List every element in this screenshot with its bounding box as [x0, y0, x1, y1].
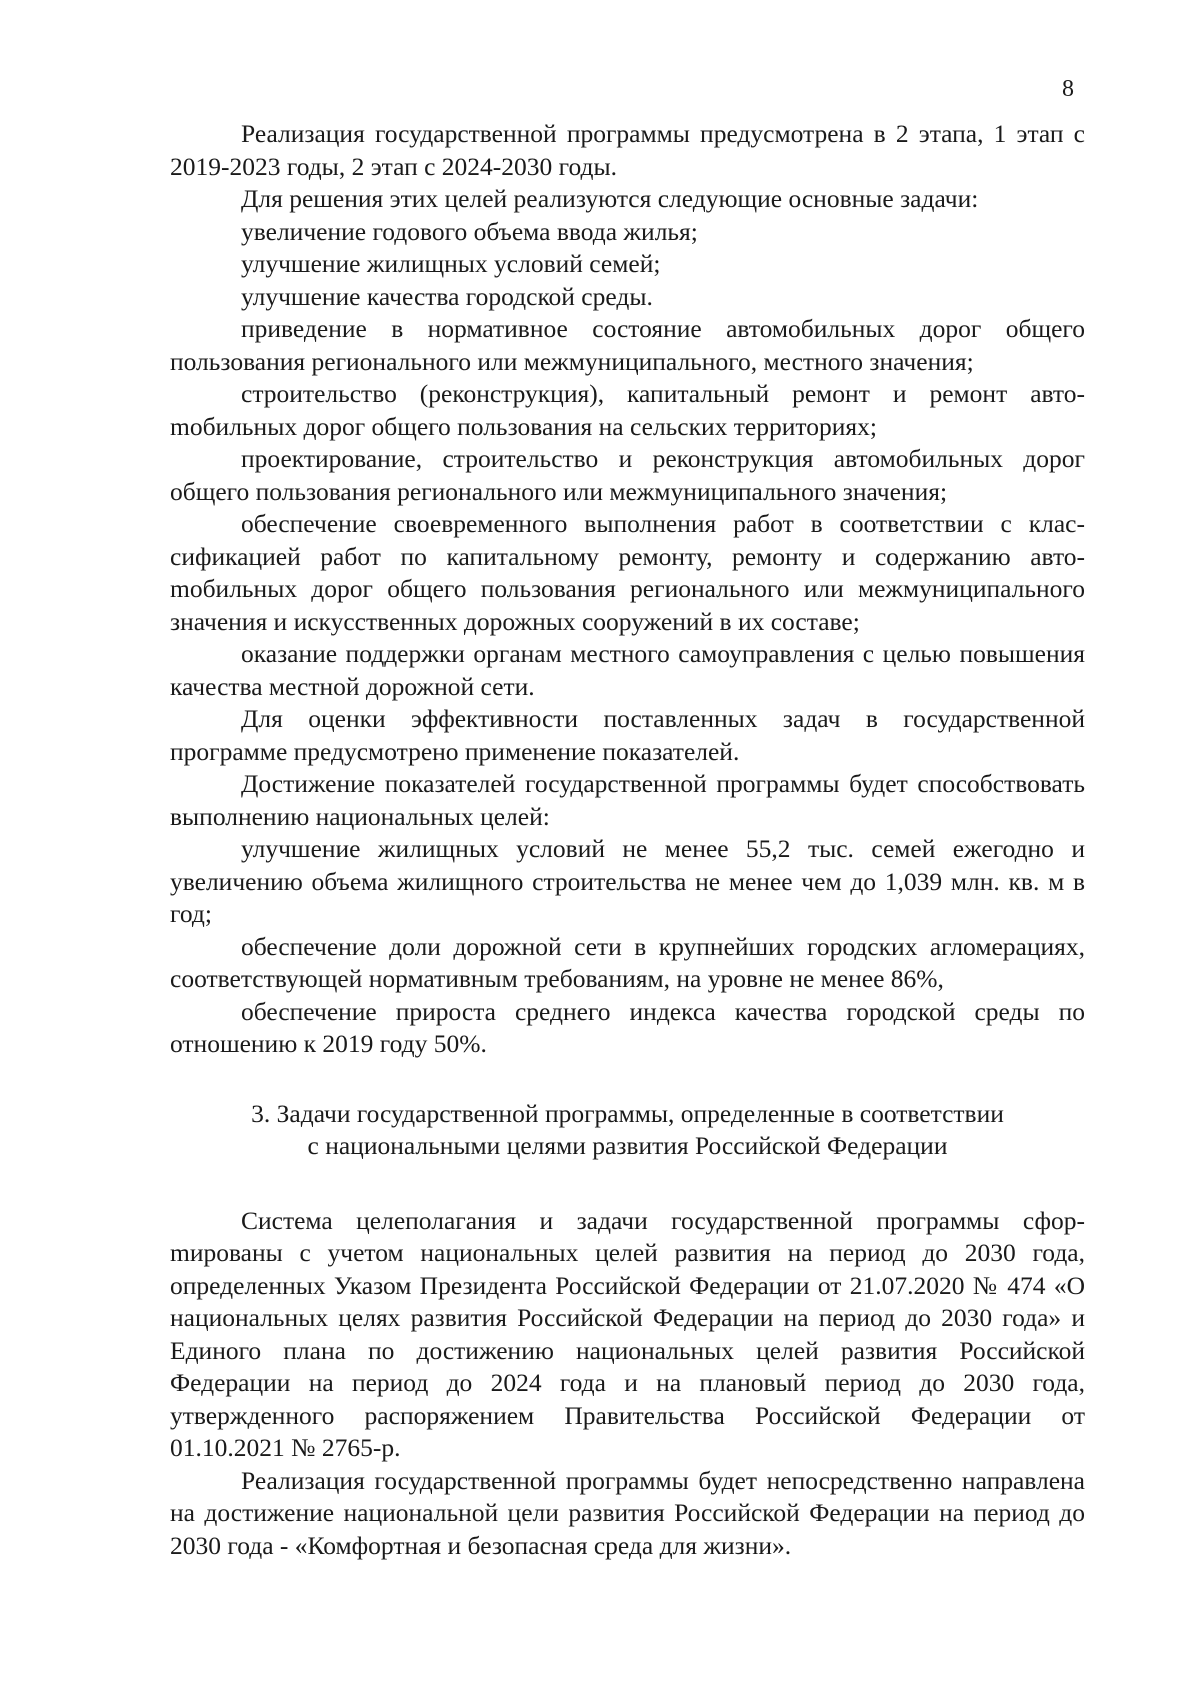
paragraph-indicators: Для оценки эффективности поставленных задач в государственной программе предусмотрено применение показателей.: [170, 704, 1085, 766]
list-item-urban-index-goal: обеспечение прироста среднего индекса качества городской среды по отношению к 2019 году 50%.: [170, 996, 1085, 1058]
paragraph-tasks-intro: Для решения этих целей реализуются следующие основные задачи:: [241, 184, 979, 213]
list-item-rural-roads: строительство (реконструкция), капитальный ремонт и ремонт автоmобильных дорог общего пользования на сельских территориях;: [170, 379, 1085, 441]
list-item-housing-goal: улучшение жилищных условий не менее 55,2 тыс. семей ежегодно и увеличению объема жилищного строительства не менее чем до 1,039 млн. кв. м в год;: [170, 834, 1085, 928]
page-number: 8: [1062, 76, 1074, 102]
list-item-housing-volume: увеличение годового объема ввода жилья;: [241, 216, 698, 246]
list-item-road-design-construction: проектирование, строительство и реконструкция автомобильных дорог общего пользования регионального или межмуниципального значения;: [170, 444, 1085, 506]
document-body: [170, 118, 1085, 1562]
list-item-urban-environment: улучшение качества городской среды.: [241, 281, 653, 311]
list-item-timely-works: обеспечение своевременного выполнения работ в соответствии с классификацией работ по капитальному ремонту, ремонту и содержанию автоmобильных дорог общего пользования регионального или межмуниципального значения и искусственных дорожных сооружений в их составе;: [170, 509, 1085, 636]
paragraph-goal-setting-system: Система целеполагания и задачи государственной программы сфорmированы с учетом национальных целей развития на период до 2030 года, определенных Указом Президента Российской Федерации от 21.07.2020 № 474 «О национальных целях развития Российской Федерации на период до 2030 года» и Единого плана по достижению национальных целей развития Российской Федерации на период до 2024 года и на плановый период до 2030 года, утвержденного распоряжением Правительства Российской Федерации от 01.10.2021 № 2765-р.: [170, 1205, 1085, 1462]
list-item-family-housing: улучшение жилищных условий семей;: [241, 249, 661, 278]
paragraph-stages: Реализация государственной программы предусмотрена в 2 этапа, 1 этап с 2019-2023 годы, 2 этап с 2024-2030 годы.: [170, 119, 1085, 181]
section-body: [170, 1205, 1085, 1563]
section-heading-line-1: 3. Задачи государственной программы, определенные в соответствии: [251, 1098, 1004, 1128]
list-item-local-support: оказание поддержки органам местного самоуправления с целью повышения качества местной дорожной сети.: [170, 639, 1085, 701]
paragraph-national-goals: Достижение показателей государственной программы будет способствовать выполнению национальных целей:: [170, 769, 1085, 831]
list-item-road-network-goal: обеспечение доли дорожной сети в крупнейших городских агломерациях, соответствующей нормативным требованиям, на уровне не менее 86%,: [170, 931, 1085, 993]
list-item-road-normative-state: приведение в нормативное состояние автомобильных дорог общего пользования регионального или межмуниципального, местного значения;: [170, 314, 1085, 376]
section-heading: [170, 1098, 1085, 1163]
paragraph-program-direction: Реализация государственной программы будет непосредственно направлена на достижение национальной цели развития Российской Федерации на период до 2030 года - «Комфортная и безопасная среда для жизни».: [170, 1465, 1085, 1560]
section-heading-line-2: с национальными целями развития Российской Федерации: [307, 1131, 948, 1160]
